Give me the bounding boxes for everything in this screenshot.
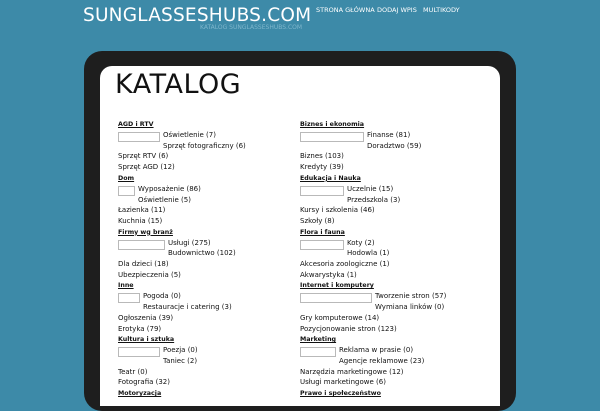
category-subcategories — [300, 238, 480, 259]
category-more-links — [300, 205, 480, 226]
subcategory-link[interactable]: Fotografia (32) — [118, 378, 170, 387]
nav-add-entry[interactable]: DODAJ WPIS — [377, 6, 417, 14]
subcategory-link[interactable]: Restauracje i catering (3) — [143, 303, 232, 312]
category-heading-link[interactable]: Flora i fauna — [300, 228, 345, 236]
category-subcategories — [300, 184, 480, 205]
subcategory-link[interactable]: Usługi (275) — [168, 238, 211, 247]
category-block — [118, 390, 298, 398]
subcategory-list — [347, 184, 400, 205]
subcategory-link[interactable]: Ogłoszenia (39) — [118, 313, 174, 322]
subcategory-link[interactable]: Sprzęt AGD (12) — [118, 163, 175, 172]
category-heading-link[interactable]: Prawo i społeczeństwo — [300, 390, 381, 398]
category-heading-link[interactable]: Marketing — [300, 336, 337, 344]
subcategory-link[interactable]: Budownictwo (102) — [168, 249, 236, 258]
subcategory-link[interactable]: Sprzęt RTV (6) — [118, 152, 169, 161]
category-more-links — [118, 205, 298, 226]
category-block — [300, 175, 480, 227]
subcategory-list — [163, 130, 246, 151]
category-heading-link[interactable]: Firmy wg branż — [118, 228, 173, 236]
subcategory-link[interactable]: Gry komputerowe (14) — [300, 313, 380, 322]
category-thumbnail-box — [300, 347, 336, 357]
category-more-links — [300, 259, 480, 280]
subcategory-link[interactable]: Kursy i szkolenia (46) — [300, 206, 375, 215]
subcategory-list — [143, 291, 232, 312]
category-thumbnail-box — [118, 347, 160, 357]
category-heading-link[interactable]: AGD i RTV — [118, 121, 154, 128]
subcategory-link[interactable]: Erotyka (79) — [118, 324, 162, 333]
category-heading-link[interactable]: Motoryzacja — [118, 390, 162, 398]
subcategory-link[interactable]: Narzędzia marketingowe (12) — [300, 367, 404, 376]
subcategory-link[interactable]: Akwarystyka (1) — [300, 270, 357, 279]
category-heading-link[interactable]: Dom — [118, 174, 135, 182]
subcategory-link[interactable]: Ubezpieczenia (5) — [118, 270, 181, 279]
category-block — [118, 175, 298, 227]
category-thumbnail-box — [300, 240, 344, 250]
subcategory-link[interactable]: Przedszkola (3) — [347, 195, 401, 204]
category-more-links — [300, 367, 480, 388]
category-heading-link[interactable]: Biznes i ekonomia — [300, 121, 365, 128]
subcategory-link[interactable]: Poezja (0) — [163, 346, 198, 355]
subcategory-list — [138, 184, 201, 205]
category-heading-link[interactable]: Internet i komputery — [300, 282, 374, 290]
category-column-left — [118, 121, 298, 398]
subcategory-link[interactable]: Doradztwo (59) — [367, 141, 422, 150]
category-thumbnail-box — [300, 186, 344, 196]
subcategory-link[interactable]: Teatr (0) — [118, 367, 148, 376]
subcategory-link[interactable]: Koty (2) — [347, 238, 375, 247]
category-heading-link[interactable]: Edukacja i Nauka — [300, 174, 361, 182]
subcategory-link[interactable]: Wymiana linków (0) — [375, 303, 445, 312]
subcategory-link[interactable]: Pogoda (0) — [143, 292, 181, 301]
subcategory-link[interactable]: Wyposażenie (86) — [138, 184, 201, 193]
category-block — [118, 229, 298, 281]
category-block — [300, 282, 480, 334]
subcategory-link[interactable]: Dla dzieci (18) — [118, 260, 169, 269]
subcategory-link[interactable]: Szkoły (8) — [300, 216, 335, 225]
subcategory-list — [375, 291, 446, 312]
subcategory-link[interactable]: Taniec (2) — [163, 356, 198, 365]
category-thumbnail-box — [118, 240, 165, 250]
category-block — [118, 336, 298, 388]
subcategory-link[interactable]: Kredyty (39) — [300, 163, 344, 172]
category-subcategories — [300, 345, 480, 366]
subcategory-link[interactable]: Tworzenie stron (57) — [375, 292, 447, 301]
subcategory-link[interactable]: Sprzęt fotograficzny (6) — [163, 141, 246, 150]
category-block — [300, 390, 480, 398]
page-title: KATALOG — [115, 69, 242, 100]
category-thumbnail-box — [300, 293, 372, 303]
subcategory-list — [168, 238, 236, 259]
category-thumbnail-box — [118, 186, 135, 196]
subcategory-link[interactable]: Kuchnia (15) — [118, 216, 163, 225]
subcategory-link[interactable]: Akcesoria zoologiczne (1) — [300, 260, 390, 269]
category-subcategories — [118, 184, 298, 205]
subcategory-link[interactable]: Reklama w prasie (0) — [339, 346, 414, 355]
category-thumbnail-box — [118, 293, 140, 303]
category-block — [300, 336, 480, 388]
subcategory-link[interactable]: Łazienka (11) — [118, 206, 166, 215]
nav-multicodes[interactable]: MULTIKODY — [423, 6, 460, 14]
subcategory-link[interactable]: Biznes (103) — [300, 152, 344, 161]
subcategory-link[interactable]: Usługi marketingowe (6) — [300, 378, 386, 387]
category-more-links — [118, 367, 298, 388]
category-thumbnail-box — [118, 132, 160, 142]
category-subcategories — [118, 345, 298, 366]
category-block — [118, 282, 298, 334]
subcategory-list — [347, 238, 389, 259]
catalog-panel — [100, 66, 500, 406]
category-block — [118, 121, 298, 173]
subcategory-link[interactable]: Oświetlenie (5) — [138, 195, 191, 204]
category-heading-link[interactable]: Kultura i sztuka — [118, 336, 175, 344]
subcategory-link[interactable]: Finanse (81) — [367, 131, 411, 139]
category-more-links — [300, 151, 480, 172]
category-more-links — [118, 313, 298, 334]
category-subcategories — [300, 291, 480, 312]
category-block — [300, 229, 480, 281]
subcategory-link[interactable]: Oświetlenie (7) — [163, 131, 216, 139]
category-more-links — [118, 259, 298, 280]
category-more-links — [118, 151, 298, 172]
subcategory-link[interactable]: Agencje reklamowe (23) — [339, 356, 425, 365]
category-block — [300, 121, 480, 173]
subcategory-list — [367, 130, 421, 151]
site-tagline: KATALOG SUNGLASSESHUBS.COM — [200, 24, 303, 31]
site-title[interactable]: SUNGLASSESHUBS.COM — [83, 5, 312, 26]
category-heading-link[interactable]: Inne — [118, 282, 134, 290]
category-more-links — [300, 313, 480, 334]
subcategory-list — [163, 345, 198, 366]
subcategory-link[interactable]: Uczelnie (15) — [347, 184, 394, 193]
category-subcategories — [300, 130, 480, 151]
category-column-right — [300, 121, 480, 398]
subcategory-list — [339, 345, 424, 366]
category-subcategories — [118, 291, 298, 312]
subcategory-link[interactable]: Hodowla (1) — [347, 249, 390, 258]
category-subcategories — [118, 130, 298, 151]
category-subcategories — [118, 238, 298, 259]
category-thumbnail-box — [300, 132, 364, 142]
nav-home[interactable]: STRONA GŁÓWNA — [316, 6, 375, 14]
subcategory-link[interactable]: Pozycjonowanie stron (123) — [300, 324, 397, 333]
